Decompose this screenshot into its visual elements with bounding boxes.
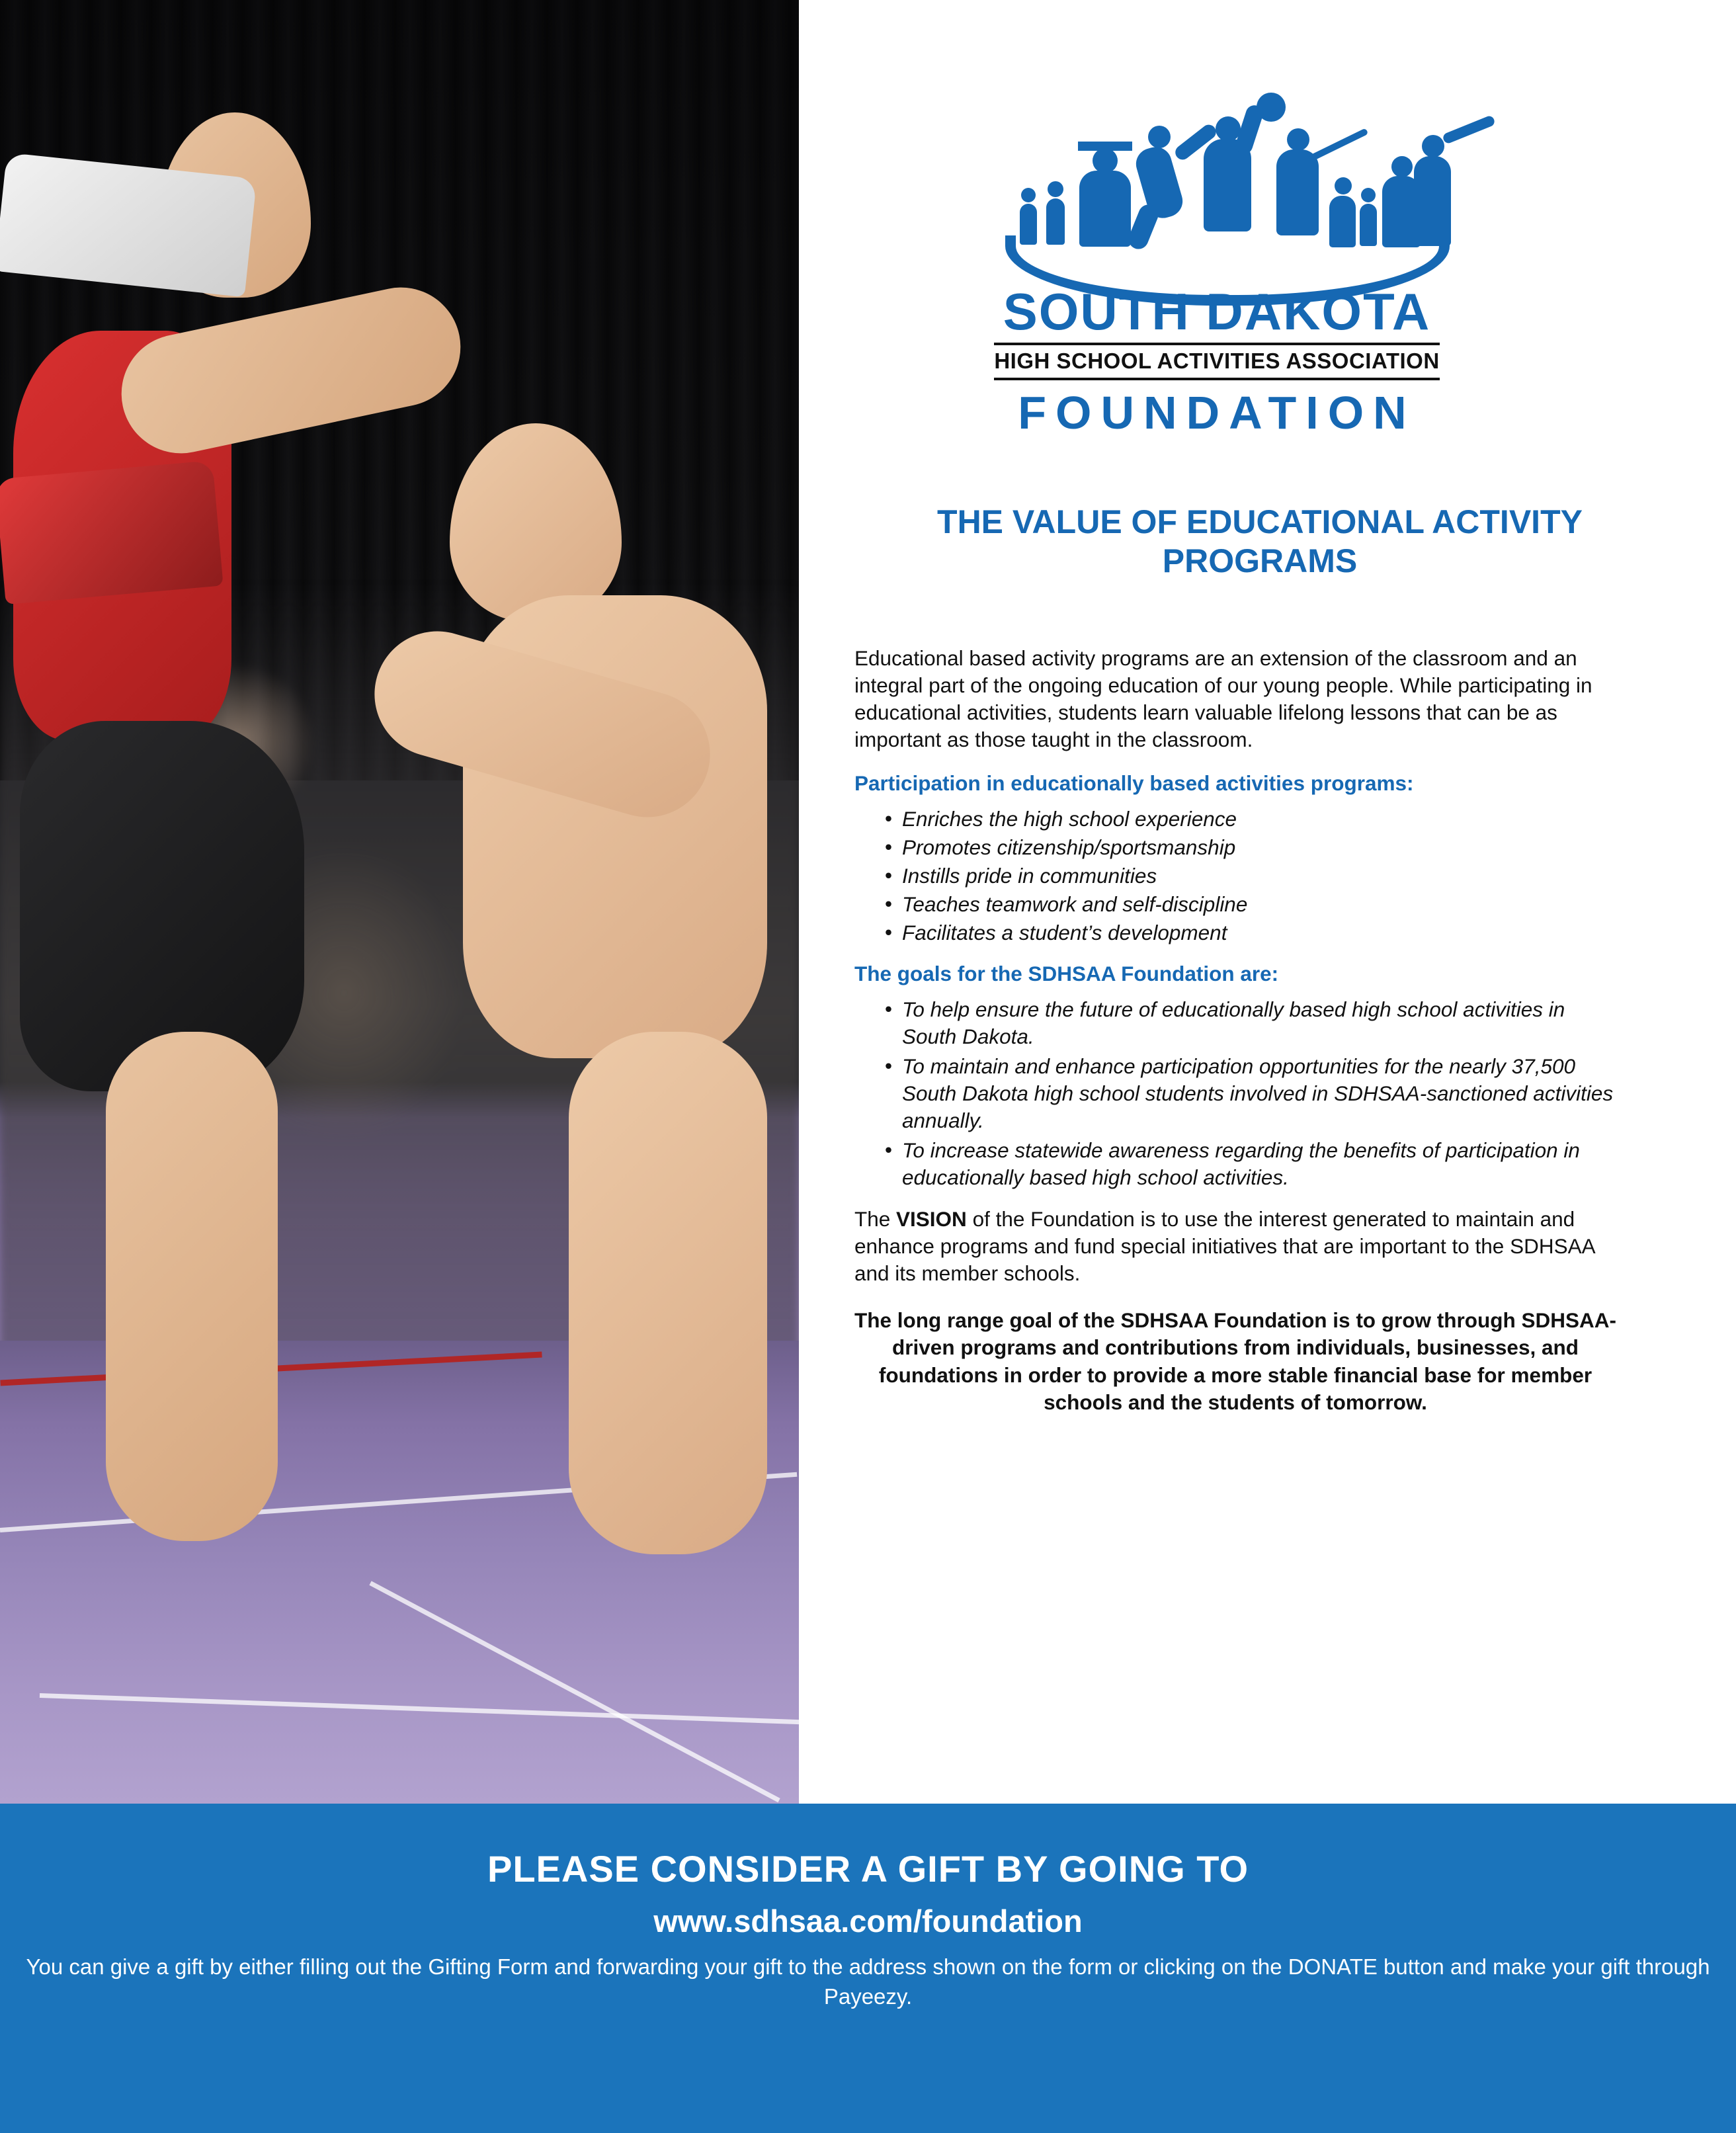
participation-heading: Participation in educationally based activities programs: (854, 771, 1414, 795)
wrestler-a-shoe (0, 153, 257, 298)
figure-cello-player-head (1391, 156, 1413, 177)
goals-heading: The goals for the SDHSAA Foundation are: (854, 961, 1279, 985)
footer-title: PLEASE CONSIDER A GIFT BY GOING TO (487, 1848, 1249, 1890)
wrestling-photo (0, 0, 799, 1804)
figure-violin-player-head (1287, 128, 1309, 151)
footer-note: You can give a gift by either filling out the Gifting Form and forwarding your gift to the address shown on the form or clicking on the DONATE button and make your gift through Payeezy. (26, 1954, 1710, 2009)
intro-paragraph: Educational based activity programs are an extension of the classroom and an integral part of the ongoing education of our young people. While participating in educational activities, students learn valuable lifelong lessons that can be as important as those taught in the classroom. (854, 646, 1592, 751)
list-item: • Promotes citizenship/sportsmanship (885, 834, 1616, 861)
page-title: THE VALUE OF EDUCATIONAL ACTIVITY PROGRAMS (937, 503, 1583, 579)
figure-graduate-cap (1078, 142, 1132, 151)
logo-figures-icon (985, 78, 1448, 276)
figure-child-1-head (1021, 188, 1036, 202)
goals-list (854, 996, 1616, 1191)
list-item: • Enriches the high school experience (885, 806, 1616, 833)
logo-line-high-school-activities-association: HIGH SCHOOL ACTIVITIES ASSOCIATION (994, 343, 1439, 380)
sdhsaa-foundation-logo (985, 78, 1448, 439)
figure-child-2-head (1048, 181, 1063, 197)
figure-graduate-head (1093, 148, 1118, 173)
figure-trumpet-head (1422, 135, 1444, 157)
wrestler-b-shoe (0, 460, 224, 605)
list-item: • To increase statewide awareness regarding the benefits of participation in educationally based high school activities. (885, 1137, 1616, 1191)
list-item: • To help ensure the future of educationally based high school activities in South Dakota. (885, 996, 1616, 1050)
figure-violin-player-body (1276, 149, 1319, 235)
vision-keyword: VISION (896, 1206, 967, 1231)
participation-list (854, 806, 1616, 946)
list-item: • Instills pride in communities (885, 862, 1616, 890)
closing-statement: The long range goal of the SDHSAA Foundation is to grow through SDHSAA-driven programs and contributions from individuals, businesses, and foundations in order to provide a more stable financial base for member schools and the students of tomorrow. (854, 1308, 1617, 1415)
footer-url-link[interactable]: www.sdhsaa.com/foundation (653, 1903, 1083, 1939)
logo-line-south-dakota: SOUTH DAKOTA (1003, 282, 1431, 341)
vision-paragraph (854, 1206, 1616, 1287)
vision-prefix: The (854, 1206, 897, 1231)
figure-trumpet-body (1414, 156, 1451, 246)
wrestler-a-leg (106, 1032, 278, 1541)
figure-small-2-head (1361, 188, 1376, 202)
logo-line-foundation: FOUNDATION (1018, 387, 1416, 439)
footer-call-to-action (0, 1804, 1736, 2133)
figure-runner-head (1148, 126, 1171, 148)
basketball-ball (1257, 93, 1286, 122)
body-content (854, 645, 1616, 1417)
list-item: • Teaches teamwork and self-discipline (885, 891, 1616, 918)
wrestler-b-leg (569, 1032, 767, 1554)
list-item: • Facilitates a student’s development (885, 919, 1616, 946)
violin-bow (1309, 128, 1369, 161)
figure-small-1-head (1335, 177, 1352, 194)
vision-suffix: of the Foundation is to use the interest generated to maintain and enhance programs and fund special initiatives that are important to the SDHSAA and its member schools. (854, 1206, 1594, 1285)
list-item: • To maintain and enhance participation opportunities for the nearly 37,500 South Dakota high school students involved in SDHSAA-sanctioned activities annually. (885, 1053, 1616, 1134)
